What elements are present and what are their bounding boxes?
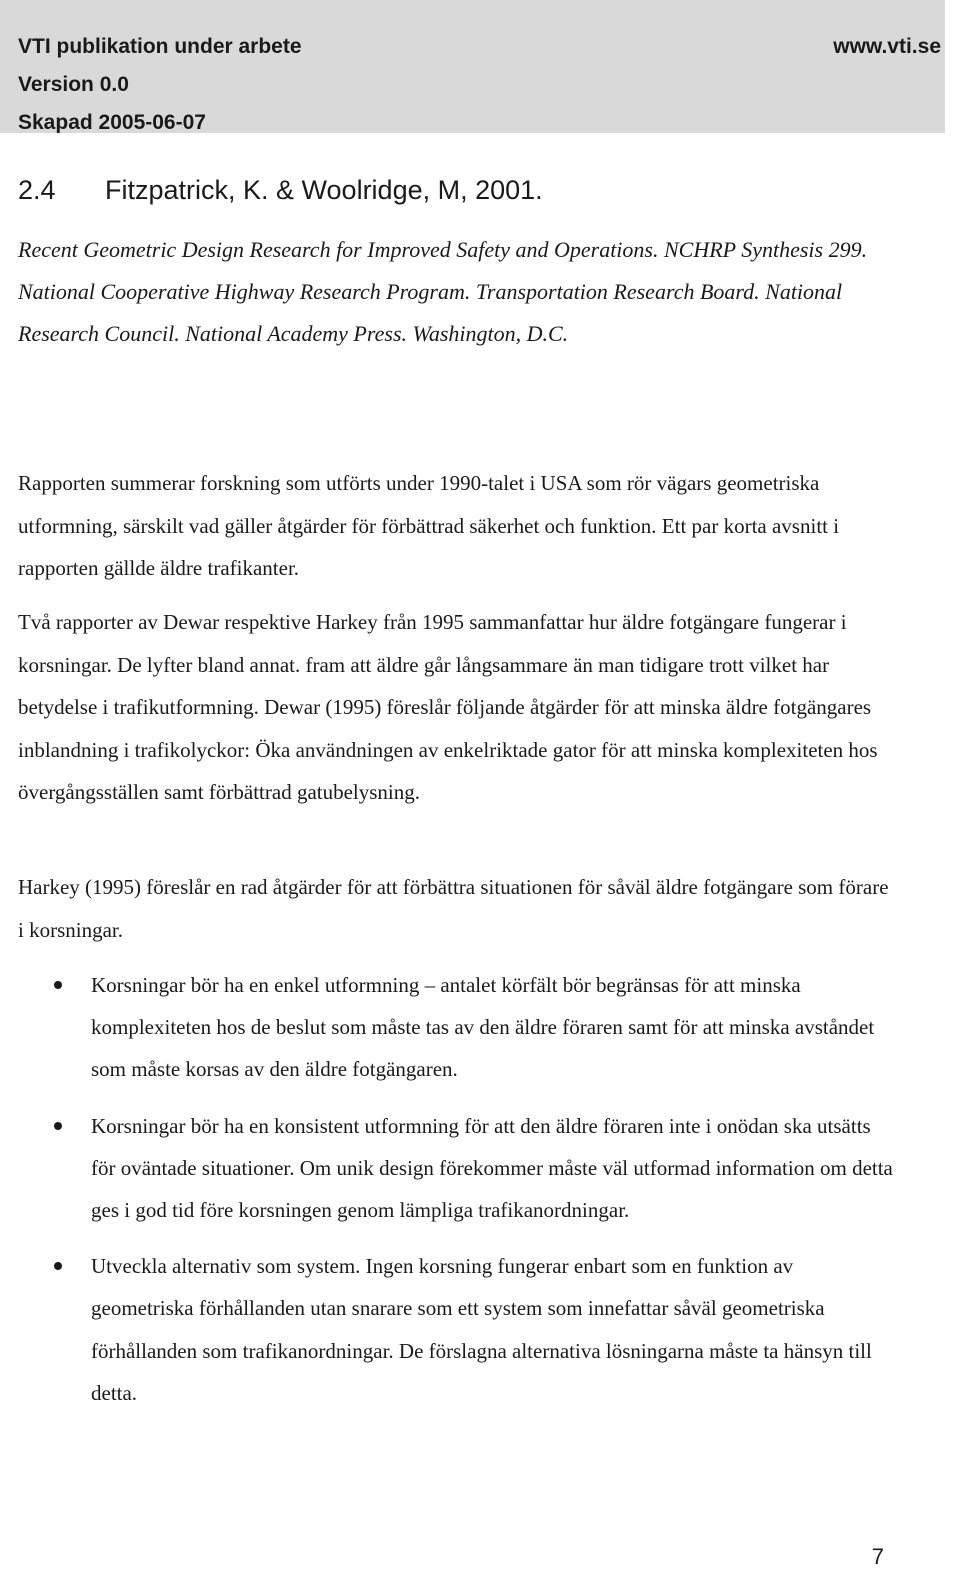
website-label: www.vti.se	[833, 35, 941, 58]
section-heading	[18, 172, 543, 208]
created-date-label: Skapad 2005-06-07	[18, 111, 206, 133]
list-item-text: Korsningar bör ha en konsistent utformning för att den äldre föraren inte i onödan ska utsätts för oväntade situationer. Om unik design förekommer måste väl utformad information om detta ges i god tid före korsningen genom lämpliga trafikanordningar.	[91, 1113, 893, 1223]
list-item	[0, 1105, 900, 1232]
bullet-icon	[54, 1122, 62, 1130]
list-item-text: Korsningar bör ha en enkel utformning – antalet körfält bör begränsas för att minska komplexiteten hos de beslut som måste tas av den äldre föraren samt för att minska avståndet som måste korsas av den äldre fotgängaren.	[91, 973, 875, 1082]
list-item	[0, 1245, 900, 1414]
section-title: Fitzpatrick, K. & Woolridge, M, 2001.	[105, 175, 543, 205]
version-label: Version 0.0	[18, 73, 129, 96]
list-item	[0, 964, 900, 1091]
list-item-text: Utveckla alternativ som system. Ingen korsning fungerar enbart som en funktion av geometriska förhållanden utan snarare som ett system som innefattar såväl geometriska förhållanden som trafikanordningar. De förslagna alternativa lösningarna måste ta hänsyn till detta.	[91, 1254, 872, 1405]
bullet-icon	[54, 1262, 62, 1270]
page-header	[0, 0, 945, 133]
publication-label: VTI publikation under arbete	[18, 35, 302, 58]
section-number: 2.4	[18, 175, 56, 205]
page-number: 7	[871, 1544, 884, 1569]
paragraph: Rapporten summerar forskning som utförts under 1990-talet i USA som rör vägars geometriska utformning, särskilt vad gäller åtgärder för förbättrad säkerhet och funktion. Ett par korta avsnitt i rapporten gällde äldre trafikanter.	[18, 471, 840, 580]
paragraph: Harkey (1995) föreslår en rad åtgärder för att förbättra situationen för såväl äldre fotgängare som förare i korsningar.	[18, 875, 889, 942]
paragraph: Två rapporter av Dewar respektive Harkey från 1995 sammanfattar hur äldre fotgängare fungerar i korsningar. De lyfter bland annat. fram att äldre går långsammare än man tidigare trott vilket har betydelse i trafikutformning. Dewar (1995) föreslår följande åtgärder för att minska äldre fotgängares inblandning i trafikolyckor: Öka användningen av enkelriktade gator för att minska komplexiteten hos övergångsställen samt förbättrad gatubelysning.	[18, 610, 878, 804]
bullet-icon	[54, 981, 62, 989]
recommendation-list	[0, 964, 900, 1428]
citation-text: Recent Geometric Design Research for Improved Safety and Operations. NCHRP Synthesis 299. National Cooperative Highway Research Program. Transportation Research Board. National Research Council. National Academy Press. Washington, D.C.	[18, 237, 868, 346]
